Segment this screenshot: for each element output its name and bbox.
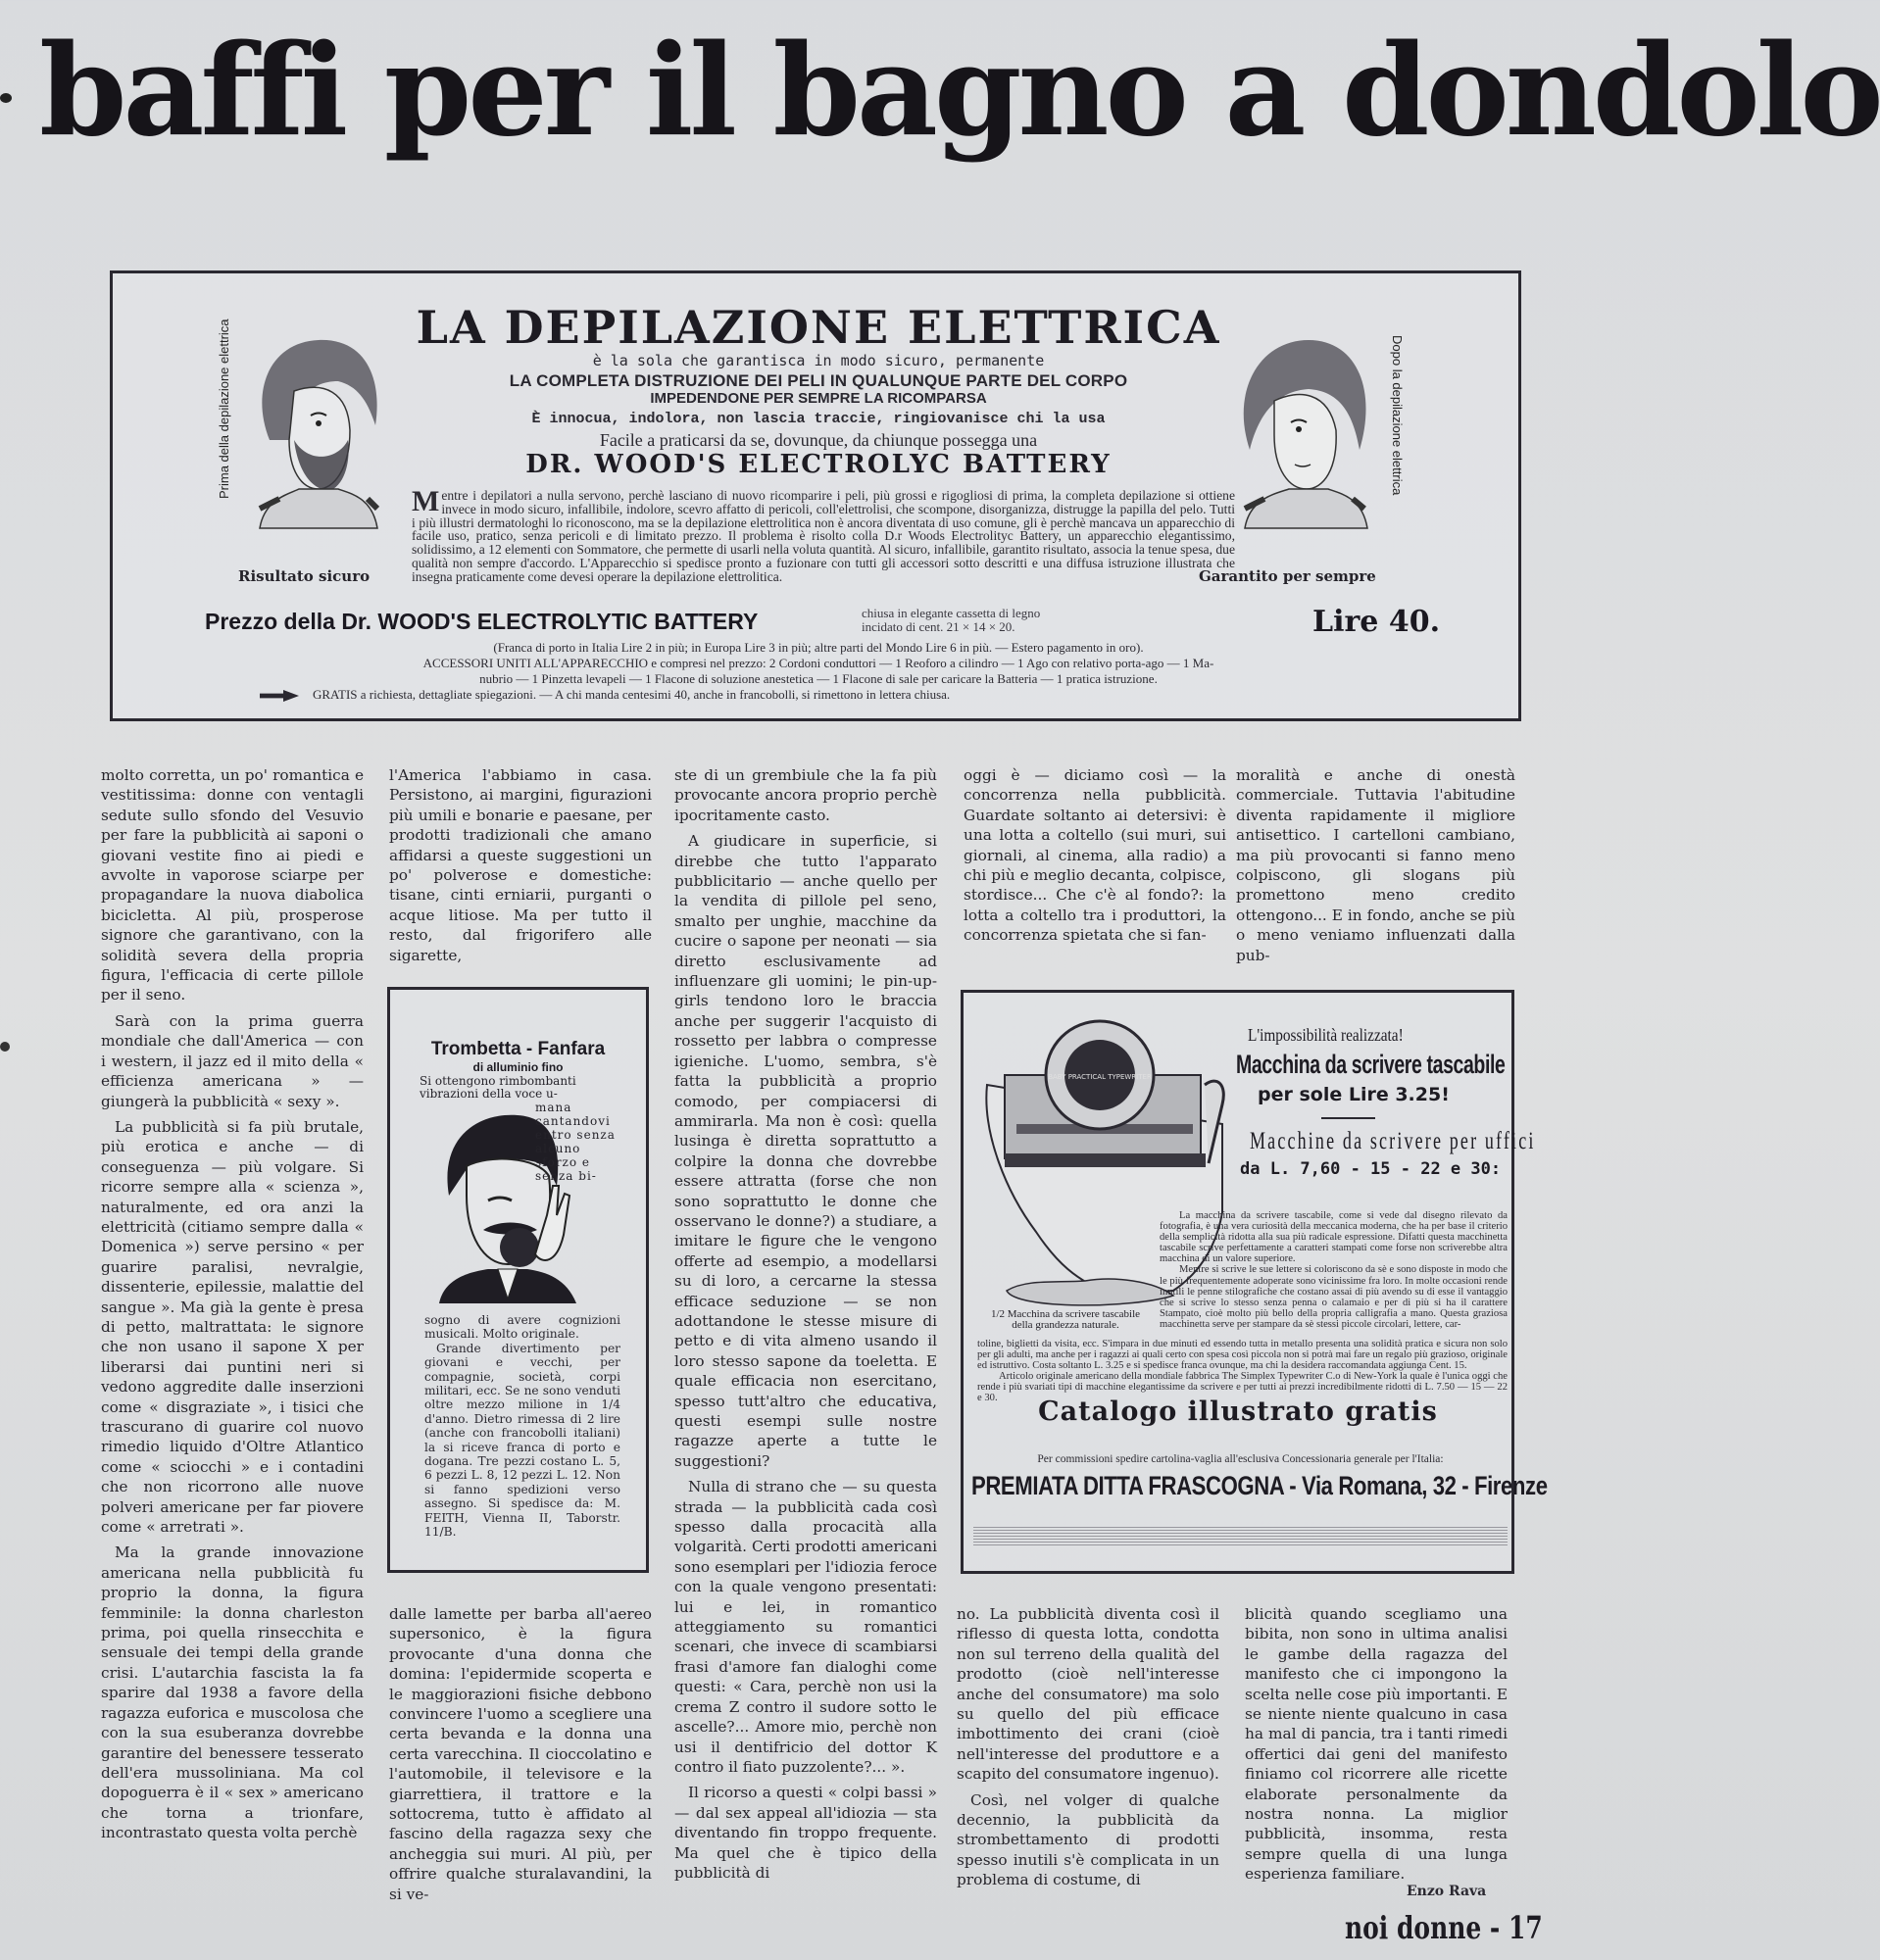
ad-paragraph: Mentre si scrive le sue lettere si coloriscono da sè e sono disposte in modo che le più frequentemente adoperate sono vicinissime fra loro. In molte occasioni rende inutili le penne stilografiche che costano assai di più avendo su di esse il vantaggio che si scrive lo stesso senza penna o calamaio e per di più si ha il carattere Stampato, cioè molto più bello della propria calligrafia a mano. Questa graziosa macchinetta serve per stampare da sè stessi piccole circolari, lettere, car-	[1160, 1264, 1508, 1330]
ad-kicker: L'impossibilità realizzata!	[1248, 1025, 1404, 1045]
ad-paragraph: sogno di avere cognizioni musicali. Molto originale.	[424, 1313, 620, 1342]
ad-product-name: DR. WOOD'S ELECTROLYC BATTERY	[525, 450, 1112, 479]
accessories-line: ACCESSORI UNITI ALL'APPARECCHIO e compresi nel prezzo: 2 Cordoni conduttori — 1 Reoforo a cilindro — 1 Ago con relativo porta-ago — 1 Ma-	[422, 656, 1214, 670]
price-note-line: incidato di cent. 21 × 14 × 20.	[862, 619, 1015, 634]
portrait-before-illustration	[240, 332, 387, 528]
article-paragraph: l'America l'abbiamo in casa. Persistono, ai margini, figurazioni più umili e bonarie e paesane, per prodotti tradizionali che amano affidarsi a queste suggestioni un po' polverose e domestiche: tisane, cinti erniarii, purganti o acque litiose. Ma per tutto il resto, dal frigorifero alle sigarette,	[389, 766, 652, 964]
price-value: Lire 40.	[1312, 605, 1441, 639]
article-paragraph: Sarà con la prima guerra mondiale che dall'America — con i western, il jazz ed il mito della « efficienza americana » — giungerà la pubblicità « sexy ».	[101, 1011, 364, 1110]
ad-body-text: Mentre i depilatori a nulla servono, perchè lasciano di nuovo ricomparire i peli, più grossi e rigogliosi di prima, la completa depilazione si ottiene invece in modo sicuro, infallibile, indolore, scevro affatto di pericoli, coll'elettrolisi, che scompone, disorganizza, distrugge la papilla del pelo. Tutti i più illustri dermatologhi lo riconoscono, ma se la depilazione elettrolitica non è ancora diventata di uso comune, gli è perchè mancava un apparecchio di facile uso, pratico, senza pericoli e di limitato prezzo. Il problema è risolto colla D.r Woods Electrolityc Battery, un apparecchio elegantissimo, solidissimo, a 12 elementi con Sommatore, che permette di usarli nella voluta quantità. Al sicuro, infallibile, garantito risultato, associa la tenue spesa, due qualità non sempre d'accordo. L'Apparecchio si spedisce pronto a fuzionare con tutti gli accessori sotto descritti e una diffusa istruzione illustrata che insegna praticamente come devesi operare la depilazione elettrolitica.	[412, 485, 1235, 584]
registration-mark	[0, 1042, 10, 1052]
ad-price: per sole Lire 3.25!	[1258, 1084, 1450, 1105]
illustration-caption: 1/2 Macchina da scrivere tascabile della grandezza naturale.	[990, 1308, 1141, 1331]
article-paragraph: moralità e anche di onestà commerciale. Tuttavia l'abitudine diventa rapidamente il migliore antisettico. I cartelloni cambiano, ma più provocanti si fanno meno colpiscono, gli slogans più promettono meno credito ottengono... E in fondo, anche se più o meno veniamo influenzati dalla pub-	[1236, 766, 1515, 964]
ad-trombetta-fanfara	[387, 987, 649, 1573]
page-title: baffi per il bagno a dondolo	[39, 18, 1880, 165]
ad-depilazione-elettrica	[110, 270, 1521, 721]
ad-side-text: mana cantandovi entro senza alcuno sforzo e senza bi-	[535, 1101, 616, 1183]
before-label: Prima della depilazione elettrica	[217, 318, 231, 499]
ad-paragraph: La macchina da scrivere tascabile, come si vede dal disegno rilevato da fotografia, è una vera curiosità della meccanica moderna, che ha per base il criterio della semplicità ridotta alla sua più radicale espressione. Difatti questa macchinetta tascabile scrive perfettamente a caratteri stampati come forse non scriverebbe altra macchina di un valore superiore.	[1160, 1210, 1508, 1265]
article-column-3	[674, 765, 937, 1888]
article-column-1	[101, 765, 364, 1849]
decorative-stripes	[973, 1527, 1508, 1546]
article-column-2-bottom	[389, 1604, 652, 1910]
ad-body	[424, 1313, 620, 1540]
ad-office-prices: da L. 7,60 - 15 - 22 e 30:	[1240, 1159, 1502, 1179]
ad-subline: Facile a praticarsi da se, dovunque, da chiunque possegga una	[599, 430, 1038, 450]
article-column-4-top	[964, 765, 1226, 952]
ad-subline: IMPEDENDONE PER SEMPRE LA RICOMPARSA	[650, 390, 987, 407]
divider	[1321, 1117, 1375, 1119]
ad-subline: è la sola che garantisca in modo sicuro, permanente	[592, 352, 1045, 369]
article-paragraph: ste di un grembiule che la fa più provocante ancora proprio perchè ipocritamente casto.	[674, 766, 937, 824]
typewriter-brand-label: BABY PRACTICAL TYPEWRITER	[1048, 1073, 1152, 1081]
gratis-line	[260, 687, 1514, 702]
ad-paragraph: Articolo originale americano della mondiale fabbrica The Simplex Typewriter C.o di New-York la quale è l'unica oggi che rende i più svariati tipi di macchine elegantissime da scrivere e per tutti ai prezzi incredibilmente ridotti di L. 7.50 — 15 — 22 e 30.	[977, 1371, 1508, 1404]
ad-headline: LA DEPILAZIONE ELETTRICA	[416, 301, 1221, 354]
article-column-5-bottom	[1245, 1604, 1508, 1890]
registration-mark	[0, 93, 12, 103]
article-paragraph: oggi è — diciamo così — la concorrenza nella pubblicità. Guardate soltanto ai detersivi: è una lotta a coltello (sui muri, sui giornali, al cinema, alla radio) a chi più e meglio decanta, colpisce, stordisce... Che c'è al fondo?: la lotta a coltello tra i produttori, la concorrenza spietata che si fan-	[964, 766, 1226, 945]
after-caption: Garantito per sempre	[1199, 567, 1376, 585]
article-paragraph: Così, nel volger di qualche decennio, la pubblicità da strombettamento di prodotti spesso inutili s'è complicata in un problema di costume, di	[957, 1790, 1219, 1889]
ad-body	[1160, 1210, 1508, 1330]
ad-title: Trombetta - Fanfara	[430, 1039, 606, 1059]
author-signature: Enzo Rava	[1407, 1884, 1487, 1899]
price-note	[862, 607, 1040, 634]
ad-body-continued	[977, 1339, 1508, 1404]
pointing-hand-icon	[260, 690, 299, 702]
ad-subline: È innocua, indolora, non lascia traccie, ringiovanisce chi la usa	[531, 411, 1106, 427]
article-column-5-top	[1236, 765, 1515, 971]
price-row	[205, 605, 1518, 644]
ad-paragraph: toline, biglietti da visita, ecc. S'impara in due minuti ed essendo tutta in metallo presenta una solidità pratica e sicura non solo per gli adulti, ma anche per i ragazzi ai quali certo con spesa così piccola non si potrà mai fare un regalo più grazioso, originale ed istruttivo. Costa soltanto L. 3.25 e si spedisce franca ovunque, ma chi la desidera raccomandata aggiunga Cent. 15.	[977, 1339, 1508, 1372]
ad-paragraph: Grande divertimento per giovani e vecchi, per compagnie, società, corpi militari, ecc. Se ne sono venduti oltre mezzo milione in 1/4 d'anno. Dietro rimessa di 2 lire (anche con francobolli italiani) la si riceve franca di porto e dogana. Tre pezzi costano L. 5, 6 pezzi L. 8, 12 pezzi L. 12. Non si fanno spedizioni verso assegno. Si spedisce da: M. FEITH, Vienna II, Taborstr. 11/B.	[424, 1341, 620, 1540]
article-column-4-bottom	[957, 1604, 1219, 1896]
ad-subtitle: di alluminio fino	[472, 1060, 564, 1074]
article-paragraph: Il ricorso a questi « colpi bassi » — dal sex appeal all'idiozia — sta diventando fin troppo frequente. Ma quel che è tipico della pubblicità di	[674, 1784, 937, 1882]
price-title: Prezzo della Dr. WOOD'S ELECTROLYTIC BATTERY	[205, 609, 759, 634]
ad-office-models: Macchine da scrivere per uffici	[1250, 1128, 1536, 1154]
article-paragraph: A giudicare in superficie, si direbbe che tutto l'apparato pubblicitario — anche quello per la vendita di pillole pel seno, smalto per unghie, macchine da cucire o sapone per neonati — sia diretto esclusivamente ad influenzare gli uomini; le pin-up-girls tendono loro le braccia anche per suggerir l'acquisto di rossetto per labbra o compresse igieniche. L'uomo, sembra, s'è fatta la pubblicità a proprio comodo, per compiacersi di ammirarla. Ma non è così: quella lusinga è diretta soprattutto a colpire la donna che dovrebbe essere attratta (forse che non sono soprattutto le donne che osservano le donne?) a studiare, a imitare le figure che le vengono offerte ad esempio, a modellarsi su di loro, a cercarne la stessa efficace seduzione — se non adottandone le stesse misure di petto e di vita almeno usando il loro stesso sapone da toeletta. E quale efficacia non esercitano, spesso tutt'altro che educativa, questi esempi sulle nostre ragazze aperte a tutte le suggestioni?	[674, 832, 937, 1470]
article-paragraph: Ma la grande innovazione americana nella pubblicità fu proprio la donna, la figura femminile: la donna charleston prima, poi quella rinsecchita e sensuale dei tempi della grande crisi. L'autarchia fascista la fa sparire dal 1938 a favore della ragazza euforica e muscolosa che con la sua esuberanza dovrebbe garantire del benessere tesserato dell'era mussoliniana. Ma col dopoguerra è il « sex » americano che torna a trionfare, incontrastato questa volta perchè	[101, 1544, 364, 1842]
article-paragraph: La pubblicità si fa più brutale, più erotica e anche — di conseguenza — più volgare. Si ricorre sempre alla « scienza », naturalmente, ed ora anzi la elettricità (citiamo sempre dalla « Domenica ») serve persino « per guarire paralisi, nevralgie, dissenterie, epilessie, malattie del sangue ». Ma già la gente è presa di petto, maltrattata: le signore che non usano il sapone X per liberarsi dai puntini neri si vedono aggredite dalle inserzioni come « disgraziate », i tisici che trascurano di guarire col nuovo rimedio liquido d'Oltre Atlantico come « sciocchi » e i contadini che non ricorrono alle nuove polveri americane per far piovere come « arretrati ».	[101, 1117, 364, 1537]
article-paragraph: Nulla di strano che — su questa strada — la pubblicità cada così spesso dalla procacità alla volgarità. Certi prodotti americani sono esemplari per l'idiozia feroce con la quale vengono presentati: lui e lei, in romantico atteggiamento su romantici scenari, che invece di scambiarsi frasi d'amore fan dialoghi come questi: « Cara, perchè non usi la crema Z contro il sudore sotto le ascelle?... Amore mio, perchè non usi il dentifricio del dottor K contro il fiato puzzolente?... ».	[674, 1478, 937, 1776]
article-column-2-top	[389, 765, 652, 971]
ad-subline: LA COMPLETA DISTRUZIONE DEI PELI IN QUALUNQUE PARTE DEL CORPO	[509, 371, 1128, 390]
gratis-text: GRATIS a richiesta, dettagliate spiegazioni. — A chi manda centesimi 40, anche in francobolli, si rimettono in lettera chiusa.	[313, 687, 951, 702]
before-caption: Risultato sicuro	[238, 567, 371, 585]
shipping-note: (Franca di porto in Italia Lire 2 in più; in Europa Lire 3 in più; altre parti del Mondo Lire 6 in più. — Estero pagamento in oro).	[493, 640, 1144, 655]
page-folio: noi donne - 17	[1345, 1909, 1543, 1946]
ad-orders: Per commissioni spedire cartolina-vaglia all'esclusiva Concessionaria generale per l'Italia:	[1037, 1453, 1444, 1465]
article-paragraph: no. La pubblicità diventa così il riflesso di questa lotta, condotta non sul terreno della qualità del prodotto (cioè nell'interesse anche del consumatore) ma solo su quello del più efficace imbottimento dei crani (cioè nell'interesse del produttore e a scapito del consumatore ingenuo).	[957, 1605, 1219, 1784]
article-paragraph: dalle lamette per barba all'aereo supersonico, è la figura provocante d'una donna che domina: l'epidermide scoperta e le maggiorazioni fisiche debbono convincere l'uomo a scegliere una certa bevanda e la donna una certa varecchina. Il cioccolatino e l'automobile, il televisore e la giarrettiera, il trattore e la sottocrema, tutto è affidato al fascino della ragazza sexy che ancheggia sui muri. Al più, per offrire qualche sturalavandini, la si ve-	[389, 1605, 652, 1903]
price-note-line: chiusa in elegante cassetta di legno	[862, 606, 1041, 620]
article-paragraph: molto corretta, un po' romantica e vestitissima: donne con ventagli sedute sullo sfondo del Vesuvio per fare la pubblicità ai saponi o giovani vestite fino ai piedi e avvolte in vaporose sciarpe per propagandare la nuova diabolica bicicletta. Al più, prosperose signore che garantivano, con la solidità severa della propria figura, l'efficacia di certe pillole per il seno.	[101, 766, 364, 1004]
ad-catalog: Catalogo illustrato gratis	[1038, 1396, 1438, 1427]
ad-macchina-da-scrivere	[961, 990, 1548, 1574]
ad-dealer: PREMIATA DITTA FRASCOGNA - Via Romana, 32 - Firenze	[971, 1471, 1548, 1500]
portrait-after-illustration	[1230, 332, 1377, 528]
ad-intro: Si ottengono rimbombanti vibrazioni della voce u-	[420, 1074, 576, 1101]
accessories-line: nubrio — 1 Pinzetta levapeli — 1 Flacone di soluzione anestetica — 1 Flacone di sale per caricare la Batteria — 1 pratica istruzione.	[479, 671, 1158, 686]
article-paragraph: blicità quando scegliamo una bibita, non sono in ultima analisi le gambe della ragazza del manifesto che ci impongono la scelta nelle cose più importanti. E se niente niente qualcuno in casa ha mal di pancia, tra i tanti rimedi offertici dai geni del manifesto finiamo col ricorrere alle ricette elaborate personalmente da nostra nonna. La miglior pubblicità, insomma, resta sempre quella di una lunga esperienza familiare.	[1245, 1605, 1508, 1884]
ad-headline: Macchina da scrivere tascabile	[1236, 1050, 1506, 1079]
after-label: Dopo la depilazione elettrica	[1390, 335, 1405, 496]
